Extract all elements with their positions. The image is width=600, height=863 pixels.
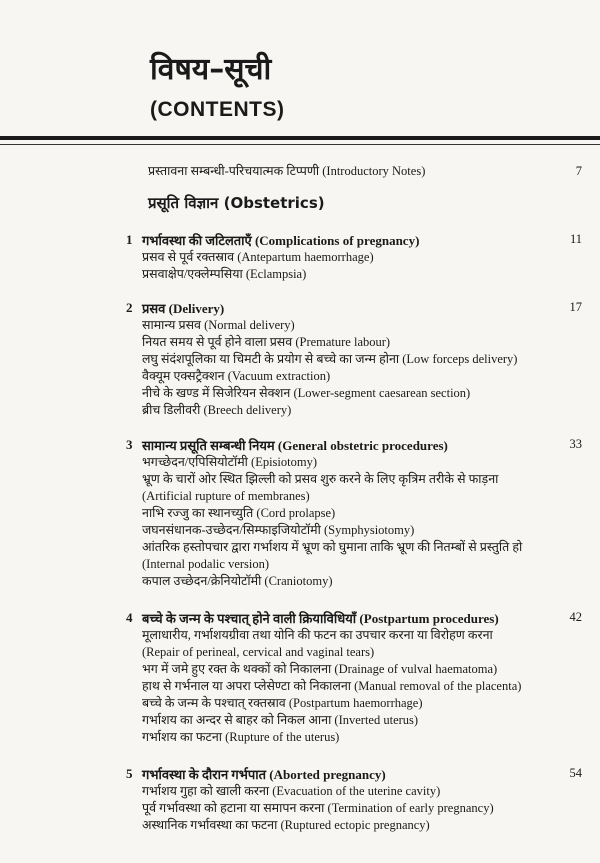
list-item: मूलाधारीय, गर्भाशयग्रीवा तथा योनि की फटन का उपचार करना या विरोहण करना — [142, 628, 493, 642]
list-item: भग में जमे हुए रक्त के थक्कों को निकालना (Drainage of vulval haematoma) — [142, 662, 498, 676]
list-item: पूर्व गर्भावस्था को हटाना या समापन करना (Termination of early pregnancy) — [142, 801, 494, 815]
list-item: गर्भाशय गुहा को खाली करना (Evacuation of the uterine cavity) — [142, 784, 441, 798]
list-item: (Internal podalic version) — [142, 557, 270, 571]
chapter-title: गर्भावस्था के दौरान गर्भपात (Aborted pregnancy) — [142, 767, 386, 782]
intro-text: प्रस्तावना सम्बन्धी-परिचयात्मक टिप्पणी (Introductory Notes) — [148, 164, 426, 178]
intro-page-number: 7 — [575, 164, 582, 178]
chapter-1 — [120, 232, 588, 283]
chapter-number: 3 — [126, 437, 133, 452]
list-item: भगच्छेदन/एपिसियोटॉमी (Episiotomy) — [142, 455, 318, 469]
list-item: सामान्य प्रसव (Normal delivery) — [142, 318, 295, 332]
chapter-items — [142, 454, 588, 590]
chapter-page-number: 17 — [569, 300, 582, 314]
list-item: ब्रीच डिलीवरी (Breech delivery) — [142, 403, 292, 417]
list-item: जघनसंधानक-उच्छेदन/सिम्फाइजियोटॉमी (Symphysiotomy) — [142, 523, 415, 537]
chapter-4 — [120, 610, 588, 746]
chapter-items — [142, 783, 588, 834]
chapter-page-number: 42 — [569, 610, 582, 624]
list-item: हाथ से गर्भनाल या अपरा प्लेसेण्टा को निकालना (Manual removal of the placenta) — [142, 679, 522, 693]
list-item: आंतरिक हस्तोपचार द्वारा गर्भाशय में भ्रूण को घुमाना ताकि भ्रूण की नितम्बों से प्रस्तुति हो — [142, 540, 523, 554]
list-item: भ्रूण के चारों ओर स्थित झिल्ली को प्रसव शुरु करने के लिए कृत्रिम तरीके से फाड़ना — [142, 472, 499, 486]
intro-entry — [148, 163, 588, 179]
chapter-items — [142, 249, 588, 283]
section-title-obstetrics: प्रसूति विज्ञान (Obstetrics) — [148, 194, 325, 212]
chapter-page-number: 54 — [569, 766, 582, 780]
chapter-5 — [120, 766, 588, 834]
chapter-number: 5 — [126, 766, 133, 781]
chapter-3 — [120, 437, 588, 590]
chapter-title: गर्भावस्था की जटिलताएँ (Complications of pregnancy) — [142, 233, 420, 248]
chapter-2 — [120, 300, 588, 419]
list-item: प्रसव से पूर्व रक्तस्राव (Antepartum haemorrhage) — [142, 250, 374, 264]
chapter-page-number: 11 — [569, 232, 582, 246]
chapter-title: बच्चे के जन्म के पश्चात् होने वाली क्रियाविधियाँ (Postpartum procedures) — [142, 611, 499, 626]
list-item: गर्भाशय का फटना (Rupture of the uterus) — [142, 730, 340, 744]
list-item: प्रसवाक्षेप/एक्लेम्पसिया (Eclampsia) — [142, 267, 307, 281]
list-item: लघु संदंशपूलिका या चिमटी के प्रयोग से बच्चे का जन्म होना (Low forceps delivery) — [142, 352, 518, 366]
list-item: (Repair of perineal, cervical and vaginal tears) — [142, 645, 375, 659]
page-title-english: (CONTENTS) — [150, 98, 285, 121]
title-divider-thin — [0, 144, 600, 145]
list-item: गर्भाशय का अन्दर से बाहर को निकल आना (Inverted uterus) — [142, 713, 419, 727]
chapter-number: 2 — [126, 300, 133, 315]
chapter-title: सामान्य प्रसूति सम्बन्धी नियम (General obstetric procedures) — [142, 438, 448, 453]
title-divider-thick — [0, 136, 600, 140]
chapter-number: 1 — [126, 232, 133, 247]
chapter-page-number: 33 — [569, 437, 582, 451]
chapter-items — [142, 627, 588, 746]
chapter-title: प्रसव (Delivery) — [142, 301, 225, 316]
list-item: अस्थानिक गर्भावस्था का फटना (Ruptured ectopic pregnancy) — [142, 818, 430, 832]
page-title-hindi: विषय–सूची — [150, 52, 272, 87]
list-item: वैक्यूम एक्सट्रैक्शन (Vacuum extraction) — [142, 369, 331, 383]
list-item: (Artificial rupture of membranes) — [142, 489, 310, 503]
list-item: बच्चे के जन्म के पश्चात् रक्तस्राव (Postpartum haemorrhage) — [142, 696, 423, 710]
chapter-number: 4 — [126, 610, 133, 625]
list-item: नियत समय से पूर्व होने वाला प्रसव (Premature labour) — [142, 335, 391, 349]
list-item: नाभि रज्जु का स्थानच्युति (Cord prolapse) — [142, 506, 336, 520]
list-item: नीचे के खण्ड में सिजेरियन सेक्शन (Lower-segment caesarean section) — [142, 386, 471, 400]
list-item: कपाल उच्छेदन/क्रेनियोटॉमी (Craniotomy) — [142, 574, 333, 588]
chapter-items — [142, 317, 588, 419]
